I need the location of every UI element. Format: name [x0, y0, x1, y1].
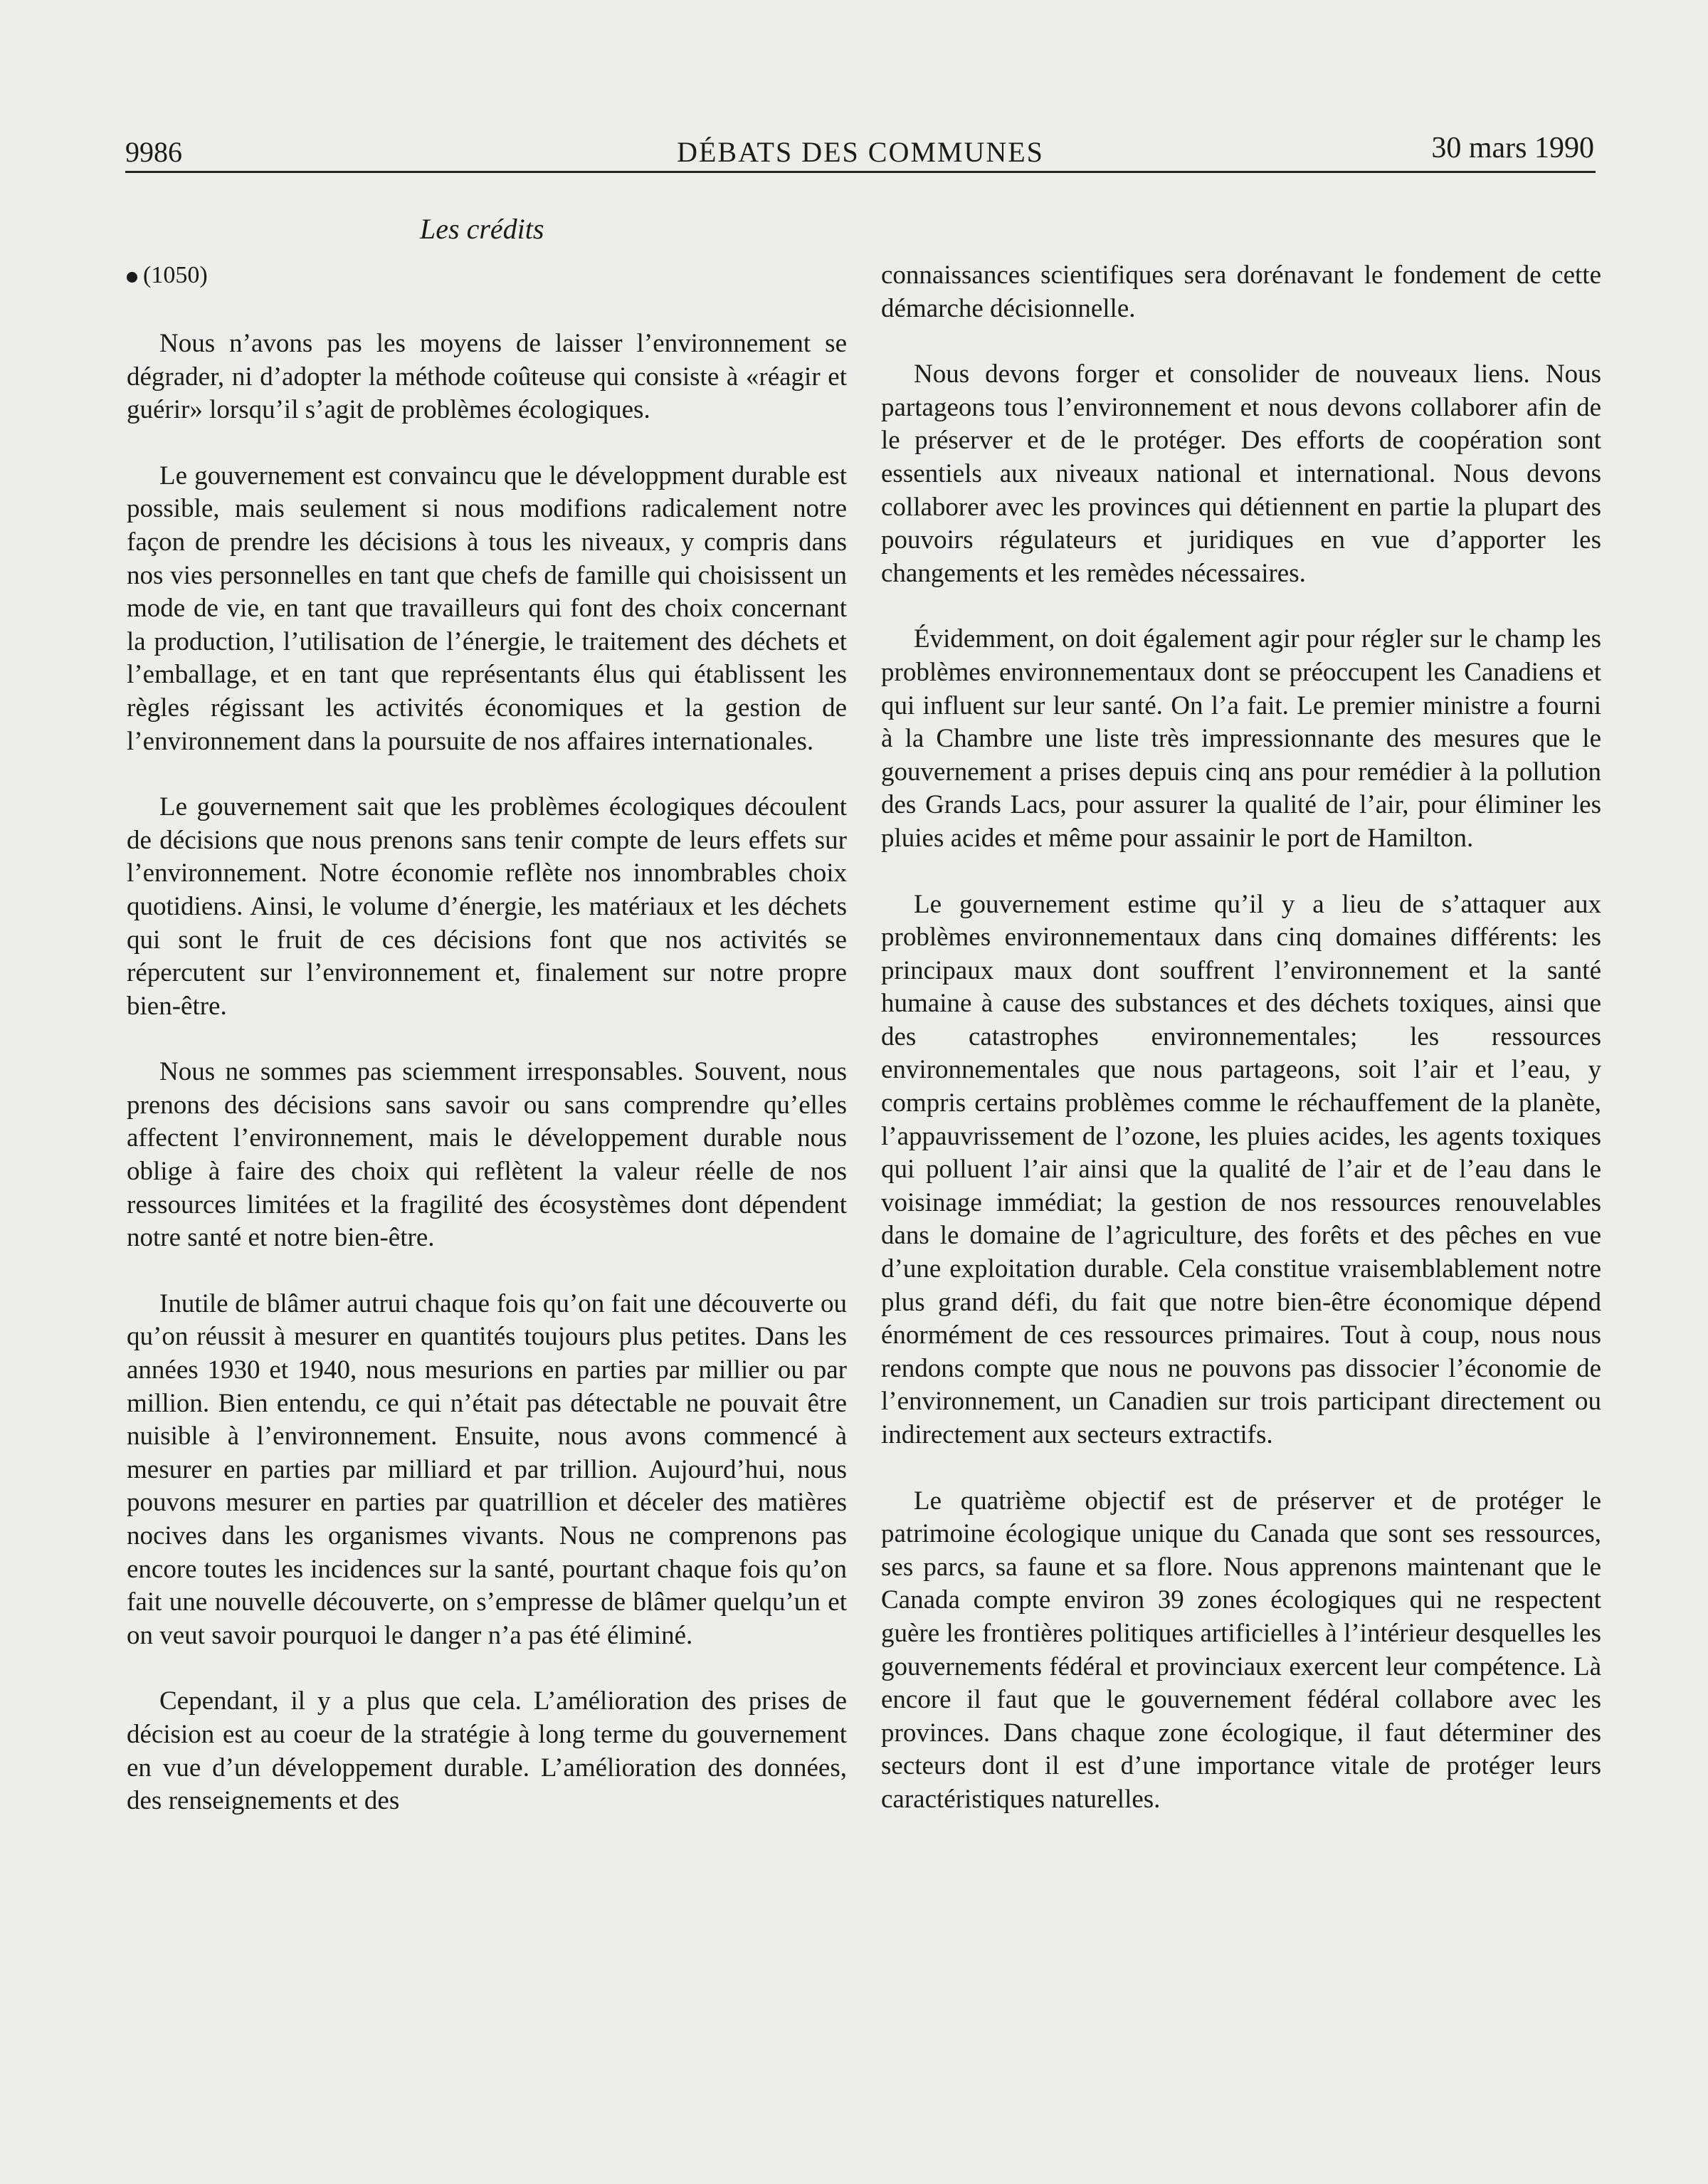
paragraph: Le gouvernement est convaincu que le développment durable est possible, mais seulement si nous modifions radicalement notre façon de prendre les décisions à tous les niveaux, y compris dans nos vies personnelles en tant que chefs de famille qui choisissent un mode de vie, en tant que travailleurs qui font des choix concernant la production, l’utilisation de l’énergie, le traitement des déchets et l’emballage, et en tant que représentants élus qui établissent les règles régissant les activités économiques et la gestion de l’environnement dans la poursuite de nos affaires internationales. [127, 461, 847, 756]
publication-date: 30 mars 1990 [1431, 132, 1594, 164]
page-number: 9986 [125, 136, 182, 168]
paragraph: Nous n’avons pas les moyens de laisser l’environnement se dégrader, ni d’adopter la méthode coûteuse qui consiste à «réagir et guérir» lorsqu’il s’agit de problèmes écologiques. [127, 329, 847, 425]
timestamp-text: (1050) [143, 262, 208, 288]
paragraph: Nous ne sommes pas sciemment irresponsables. Souvent, nous prenons des décisions sans savoir ou sans comprendre qu’elles affectent l’environnement, mais le développement durable nous oblige à faire des choix qui reflètent la valeur réelle de nos ressources limitées et la fragilité des écosystèmes dont dépendent notre santé et notre bien-être. [127, 1057, 847, 1253]
paragraph: Nous devons forger et consolider de nouveaux liens. Nous partageons tous l’environnement et nous devons collaborer afin de le préserver et de le protéger. Des efforts de coopération sont essentiels aux niveaux national et international. Nous devons collaborer avec les provinces qui détiennent en partie la plupart des pouvoirs régulateurs et juridiques en vue d’apporter les changements et les remèdes nécessaires. [881, 359, 1601, 588]
bullet-icon [127, 272, 137, 283]
paragraph-continued: connaissances scientifiques sera dorénavant le fondement de cette démarche décisionnelle. [881, 261, 1601, 323]
paragraph: Cependant, il y a plus que cela. L’amélioration des prises de décision est au coeur de la stratégie à long terme du gouvernement en vue d’un développement durable. L’amélioration des données, des renseignements et des [127, 1686, 847, 1816]
paragraph: Inutile de blâmer autrui chaque fois qu’on fait une découverte ou qu’on réussit à mesurer en quantités toujours plus petites. Dans les années 1930 et 1940, nous mesurions en parties par millier ou par million. Bien entendu, ce qui n’était pas détectable ne pouvait être nuisible à l’environnement. Ensuite, nous avons commencé à mesurer en parties par milliard et par trillion. Aujourd’hui, nous pouvons mesurer en parties par quatrillion et déceler des matières nocives dans les organismes vivants. Nous ne comprenons pas encore toutes les incidences sur la santé, pourtant chaque fois qu’on fait une nouvelle découverte, on s’empresse de blâmer quelqu’un et on veut savoir pourquoi le danger n’a pas été éliminé. [127, 1288, 847, 1650]
paragraph: Évidemment, on doit également agir pour régler sur le champ les problèmes environnementaux dont se préoccupent les Canadiens et qui influent sur leur santé. On l’a fait. Le premier ministre a fourni à la Chambre une liste très impressionnante des mesures que le gouvernement a prises depuis cinq ans pour remédier à la pollution des Grands Lacs, pour assurer la qualité de l’air, pour éliminer les pluies acides et même pour assainir le port de Hamilton. [881, 624, 1601, 853]
paragraph: Le gouvernement sait que les problèmes écologiques découlent de décisions que nous prenons sans tenir compte de leurs effets sur l’environnement. Notre économie reflète nos innombrables choix quotidiens. Ainsi, le volume d’énergie, les matériaux et les déchets qui sont le fruit de ces décisions font que nos activités se répercutent sur l’environnement et, finalement sur notre propre bien-être. [127, 792, 847, 1021]
section-title: Les crédits [420, 213, 544, 245]
running-head [125, 127, 1596, 173]
right-column [881, 259, 1601, 1849]
paragraph: Le gouvernement estime qu’il y a lieu de s’attaquer aux problèmes environnementaux dans cinq domaines différents: les principaux maux dont souffrent l’environnement et la santé humaine à cause des substances et des déchets toxiques, ainsi que des catastrophes environnementales; les ressources environnementales que nous partageons, soit l’air et l’eau, y compris certains problèmes comme le réchauffement de la planète, l’appauvrissement de l’ozone, les pluies acides, les agents toxiques qui polluent l’air ainsi que la qualité de l’air et de l’eau dans le voisinage immédiat; la gestion de nos ressources renouvelables dans le domaine de l’agriculture, des forêts et des pêches en vue d’une exploitation durable. Cela constitue vraisemblablement notre plus grand défi, du fait que notre bien-être économique dépend énormément de ces ressources primaires. Tout à coup, nous nous rendons compte que nous ne pouvons pas dissocier l’économie de l’environnement, un Canadien sur trois participant directement ou indirectement aux secteurs extractifs. [881, 889, 1601, 1449]
publication-title: DÉBATS DES COMMUNES [677, 136, 1044, 168]
paragraph: Le quatrième objectif est de préserver et de protéger le patrimoine écologique unique du Canada que sont ses ressources, ses parcs, sa faune et sa flore. Nous apprenons maintenant que le Canada compte environ 39 zones écologiques qui ne respectent guère les frontières politiques artificielles à l’intérieur desquelles les gouvernements fédéral et provinciaux exercent leur compétence. Là encore il faut que le gouvernement fédéral collabore avec les provinces. Dans chaque zone écologique, il faut déterminer des secteurs dont il est d’une importance vitale de protéger leurs caractéristiques naturelles. [881, 1486, 1601, 1814]
left-column [127, 259, 847, 1851]
timestamp [127, 259, 847, 292]
